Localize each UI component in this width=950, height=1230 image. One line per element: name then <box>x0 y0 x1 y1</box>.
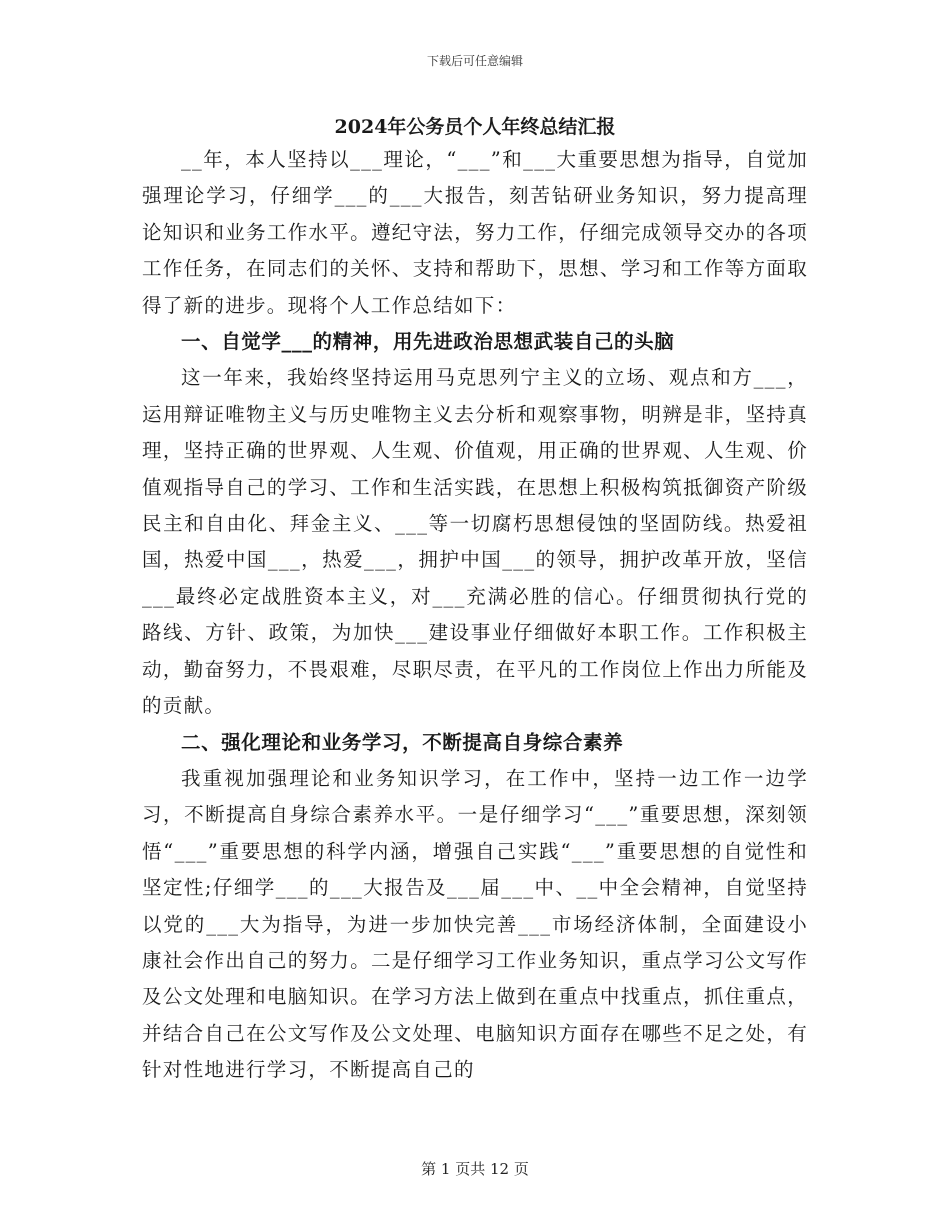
document-body <box>142 112 808 1089</box>
intro-paragraph: __年，本人坚持以___理论，“___”和___大重要思想为指导，自觉加强理论学习，仔细学___的___大报告，刻苦钻研业务知识，努力提高理论知识和业务工作水平。遵纪守法，努力工作，仔细完成领导交办的各项工作任务，在同志们的关怀、支持和帮助下，思想、学习和工作等方面取得了新的进步。现将个人工作总结如下： <box>142 148 808 317</box>
document-title: 2024年公务员个人年终总结汇报 <box>334 116 616 138</box>
section-1-heading: 一、自觉学___的精神，用先进政治思想武装自己的头脑 <box>181 330 675 354</box>
section-1-paragraph: 这一年来，我始终坚持运用马克思列宁主义的立场、观点和方___，运用辩证唯物主义与历史唯物主义去分析和观察事物，明辨是非，坚持真理，坚持正确的世界观、人生观、价值观，用正确的世界观、人生观、价值观指导自己的学习、工作和生活实践，在思想上积极构筑抵御资产阶级民主和自由化、拜金主义、___等一切腐朽思想侵蚀的坚固防线。热爱祖国，热爱中国___，热爱___，拥护中国___的领导，拥护改革开放，坚信___最终必定战胜资本主义，对___充满必胜的信心。仔细贯彻执行党的路线、方针、政策，为加快___建设事业仔细做好本职工作。工作积极主动，勤奋努力，不畏艰难，尽职尽责，在平凡的工作岗位上作出力所能及的贡献。 <box>142 366 808 718</box>
page-footer: 第 1 页共 12 页 <box>421 1160 529 1178</box>
section-2-paragraph: 我重视加强理论和业务知识学习，在工作中，坚持一边工作一边学习，不断提高自身综合素养水平。一是仔细学习“___”重要思想，深刻领悟“___”重要思想的科学内涵，增强自己实践“___”重要思想的自觉性和坚定性;仔细学___的___大报告及___届___中、__中全会精神，自觉坚持以党的___大为指导，为进一步加快完善___市场经济体制，全面建设小康社会作出自己的努力。二是仔细学习工作业务知识，重点学习公文写作及公文处理和电脑知识。在学习方法上做到在重点中找重点，抓住重点，并结合自己在公文写作及公文处理、电脑知识方面存在哪些不足之处，有针对性地进行学习，不断提高自己的 <box>142 766 808 1082</box>
section-2-heading: 二、强化理论和业务学习，不断提高自身综合素养 <box>181 730 624 754</box>
page-header: 下载后可任意编辑 <box>426 54 523 68</box>
